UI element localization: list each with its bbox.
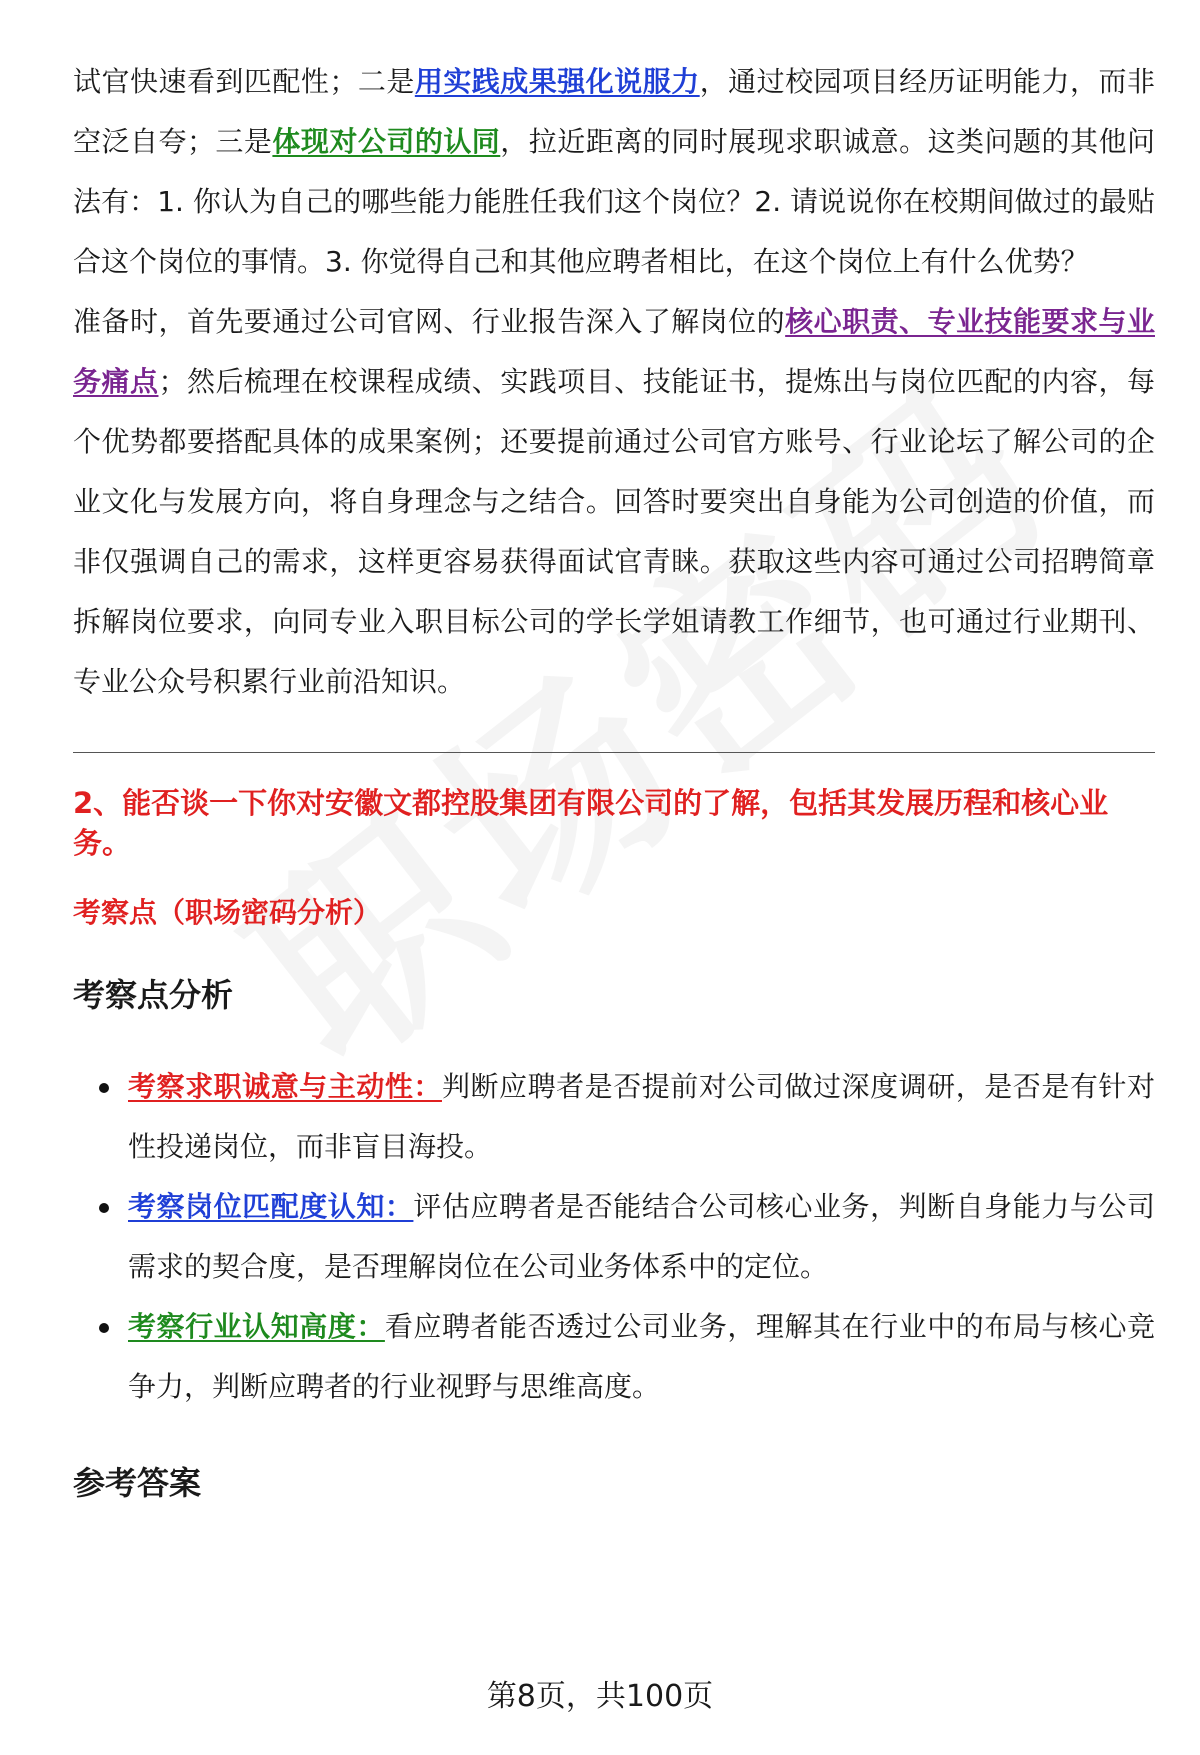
point-label: 考察求职诚意与主动性： <box>128 1070 442 1103</box>
point-label: 考察行业认知高度： <box>128 1310 385 1343</box>
list-item <box>73 1057 1155 1177</box>
para1-text-1: 试官快速看到匹配性；二是 <box>73 65 415 98</box>
paragraph-1 <box>73 52 1155 292</box>
para1-highlight-blue: 用实践成果强化说服力 <box>414 65 700 98</box>
list-item <box>73 1177 1155 1297</box>
para2-text-1: 准备时，首先要通过公司官网、行业报告深入了解岗位的 <box>73 305 786 338</box>
bullet-icon <box>99 1083 109 1093</box>
page-footer: 第8页，共100页 <box>486 1679 714 1714</box>
list-item <box>73 1297 1155 1417</box>
paragraph-2 <box>73 292 1155 712</box>
answer-heading: 参考答案 <box>73 1464 202 1502</box>
point-text: 看应聘者能否透过公司业务，理解其在行业中的布局与核心竞争力，判断应聘者的行业视野与思维高度。 <box>128 1310 1155 1403</box>
para2-highlight-purple: 核心职责、专业技能要求与业务痛点 <box>73 305 1155 398</box>
question-heading: 2、能否谈一下你对安徽文都控股集团有限公司的了解，包括其发展历程和核心业务。 <box>73 786 1109 860</box>
analysis-heading: 考察点分析 <box>73 976 234 1014</box>
point-label: 考察岗位匹配度认知： <box>128 1190 414 1223</box>
point-title: 考察点（职场密码分析） <box>73 896 382 929</box>
document-page <box>73 52 1155 1505</box>
para1-text-2: ，通过校园项目经历证明能力，而非空泛自夸；三是 <box>73 65 1155 158</box>
para1-text-3: ，拉近距离的同时展现求职诚意。这类问题的其他问法有：1. 你认为自己的哪些能力能胜任我们这个岗位？2. 请说说你在校期间做过的最贴合这个岗位的事情。3. 你觉得自己和其他应聘者相比，在这个岗位上有什么优势？ <box>73 125 1155 278</box>
section-divider <box>73 752 1155 753</box>
para2-text-2: ；然后梳理在校课程成绩、实践项目、技能证书，提炼出与岗位匹配的内容，每个优势都要搭配具体的成果案例；还要提前通过公司官方账号、行业论坛了解公司的企业文化与发展方向，将自身理念与之结合。回答时要突出自身能为公司创造的价值，而非仅强调自己的需求，这样更容易获得面试官青睐。获取这些内容可通过公司招聘简章拆解岗位要求，向同专业入职目标公司的学长学姐请教工作细节，也可通过行业期刊、专业公众号积累行业前沿知识。 <box>73 365 1155 698</box>
point-text: 判断应聘者是否提前对公司做过深度调研，是否是有针对性投递岗位，而非盲目海投。 <box>128 1070 1155 1163</box>
bullet-icon <box>99 1323 109 1333</box>
point-text: 评估应聘者是否能结合公司核心业务，判断自身能力与公司需求的契合度，是否理解岗位在公司业务体系中的定位。 <box>128 1190 1155 1283</box>
para1-highlight-green: 体现对公司的认同 <box>272 125 501 158</box>
bullet-icon <box>99 1203 109 1213</box>
analysis-list <box>73 1057 1155 1417</box>
